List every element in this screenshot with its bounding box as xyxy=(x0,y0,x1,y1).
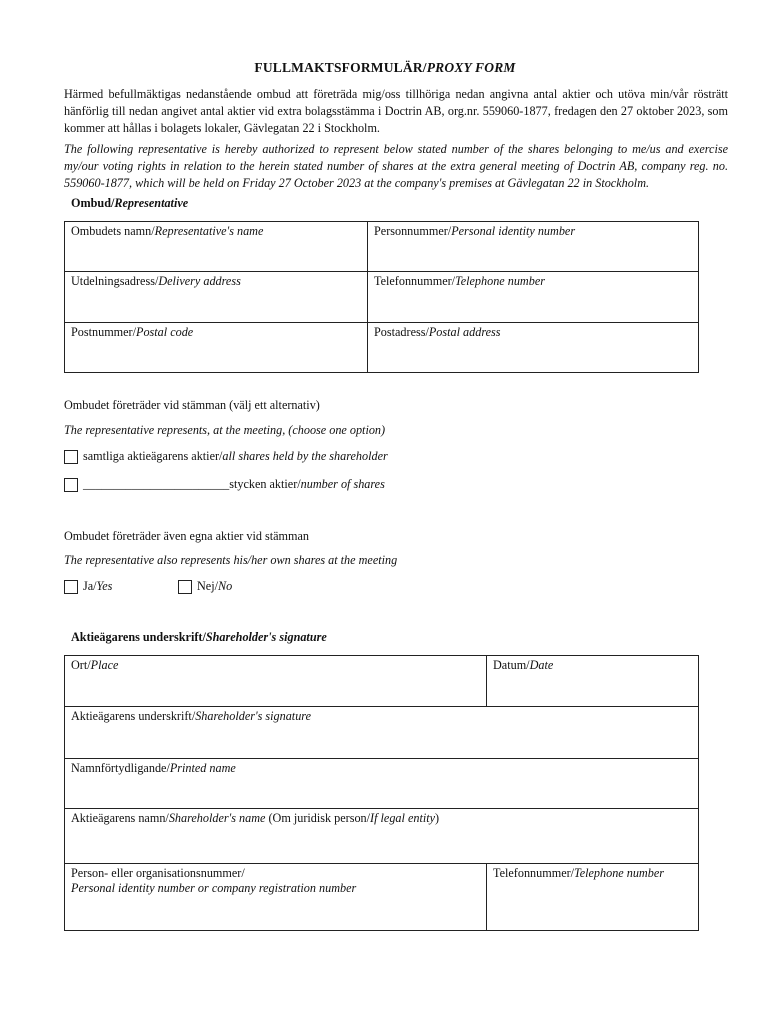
place-label-sv: Ort/ xyxy=(71,658,91,672)
option-all-shares xyxy=(64,449,388,464)
id-number-field[interactable] xyxy=(65,864,487,931)
shareholder-name-label-sv: Aktieägarens namn/ xyxy=(71,811,169,825)
signature-heading-en: Shareholder's signature xyxy=(205,630,327,644)
signature-heading xyxy=(71,630,327,645)
field-label-en: Personal identity number xyxy=(451,224,576,238)
date-label-sv: Datum/ xyxy=(493,658,530,672)
intro-swedish: Härmed befullmäktigas nedanstående ombud att företräda mig/oss tillhöriga nedan angivna antal aktier och utöva min/vår rösträtt hänförlig till nedan angivet antal aktier vid extra bolagsstämma i Doctrin AB, org.nr. 559060-1877, fredagen den 27 oktober 2023, som kommer att hållas i bolagets lokaler, Gävlegatan 22 i Stockholm. xyxy=(64,87,728,135)
signature-label-sv: Aktieägarens underskrift/ xyxy=(71,709,196,723)
field-label-en: Telephone number xyxy=(455,274,545,288)
own-shares-question-en: The representative also represents his/her own shares at the meeting xyxy=(64,553,398,567)
field-label-sv: Personnummer/ xyxy=(374,224,452,238)
all-shares-checkbox[interactable] xyxy=(64,450,78,464)
representative-table xyxy=(64,221,699,373)
number-of-shares-label-sv: stycken aktier/ xyxy=(229,477,301,491)
representative-name-field[interactable] xyxy=(65,222,368,272)
legal-entity-close: ) xyxy=(435,811,440,825)
field-label-sv: Ombudets namn/ xyxy=(71,224,155,238)
number-of-shares-blank[interactable]: ________________________ xyxy=(83,477,230,491)
representative-heading-en: Representative xyxy=(114,196,189,210)
field-label-sv: Postnummer/ xyxy=(71,325,137,339)
page-title xyxy=(0,60,770,76)
intro-english: The following representative is hereby authorized to represent below stated number of the shares belonging to me/us and exercise my/our voting rights in relation to the herein stated number of shares at the extra general meeting of Doctrin AB, company reg. no. 559060-1877, which will be held on Friday 27 October 2023 at the company's premises at Gävlegatan 22 in Stockholm. xyxy=(64,142,728,190)
place-label-en: Place xyxy=(90,658,119,672)
printed-name-label-sv: Namnförtydligande/ xyxy=(71,761,170,775)
legal-entity-label-en: If legal entity xyxy=(370,811,436,825)
legal-entity-label-sv: (Om juridisk person/ xyxy=(265,811,371,825)
phone-label-en: Telephone number xyxy=(574,866,664,880)
id-number-label-sv: Person- eller organisationsnummer/ xyxy=(71,866,245,880)
postal-code-field[interactable] xyxy=(65,323,368,373)
no-label-sv: Nej/ xyxy=(197,579,218,593)
represents-question-sv: Ombudet företräder vid stämman (välj ett alternativ) xyxy=(64,398,320,412)
place-field[interactable] xyxy=(65,656,487,707)
field-label-sv: Utdelningsadress/ xyxy=(71,274,159,288)
signature-table xyxy=(64,655,699,931)
field-label-sv: Postadress/ xyxy=(374,325,429,339)
all-shares-label-sv: samtliga aktieägarens aktier/ xyxy=(83,449,223,463)
field-label-en: Delivery address xyxy=(158,274,241,288)
option-yes xyxy=(64,579,112,594)
yes-label-en: Yes xyxy=(96,579,113,593)
shareholder-name-label-en: Shareholder's name xyxy=(168,811,266,825)
signature-field[interactable] xyxy=(65,707,699,759)
representative-heading xyxy=(71,196,188,211)
signature-heading-sv: Aktieägarens underskrift/ xyxy=(71,630,206,644)
no-label-en: No xyxy=(217,579,233,593)
number-of-shares-checkbox[interactable] xyxy=(64,478,78,492)
all-shares-label-en: all shares held by the shareholder xyxy=(222,449,388,463)
printed-name-label-en: Printed name xyxy=(169,761,236,775)
shareholder-telephone-field[interactable] xyxy=(487,864,699,931)
no-checkbox[interactable] xyxy=(178,580,192,594)
postal-address-field[interactable] xyxy=(368,323,699,373)
own-shares-question-sv: Ombudet företräder även egna aktier vid stämman xyxy=(64,529,310,543)
title-italic: PROXY FORM xyxy=(426,60,516,75)
personal-id-field[interactable] xyxy=(368,222,699,272)
date-field[interactable] xyxy=(487,656,699,707)
field-label-en: Postal address xyxy=(428,325,501,339)
yes-checkbox[interactable] xyxy=(64,580,78,594)
printed-name-field[interactable] xyxy=(65,759,699,809)
option-no xyxy=(178,579,232,594)
represents-question-en: The representative represents, at the meeting, (choose one option) xyxy=(64,423,386,437)
shareholder-name-field[interactable] xyxy=(65,809,699,864)
field-label-en: Representative's name xyxy=(154,224,264,238)
id-number-label-en: Personal identity number or company registration number xyxy=(71,881,357,895)
field-label-en: Postal code xyxy=(136,325,194,339)
yes-label-sv: Ja/ xyxy=(83,579,97,593)
date-label-en: Date xyxy=(529,658,554,672)
phone-label-sv: Telefonnummer/ xyxy=(493,866,575,880)
telephone-field[interactable] xyxy=(368,272,699,323)
signature-label-en: Shareholder's signature xyxy=(195,709,311,723)
number-of-shares-label-en: number of shares xyxy=(300,477,385,491)
delivery-address-field[interactable] xyxy=(65,272,368,323)
field-label-sv: Telefonnummer/ xyxy=(374,274,456,288)
option-number-of-shares xyxy=(64,477,385,492)
representative-heading-sv: Ombud/ xyxy=(71,196,115,210)
title-main: FULLMAKTSFORMULÄR/ xyxy=(254,60,427,75)
